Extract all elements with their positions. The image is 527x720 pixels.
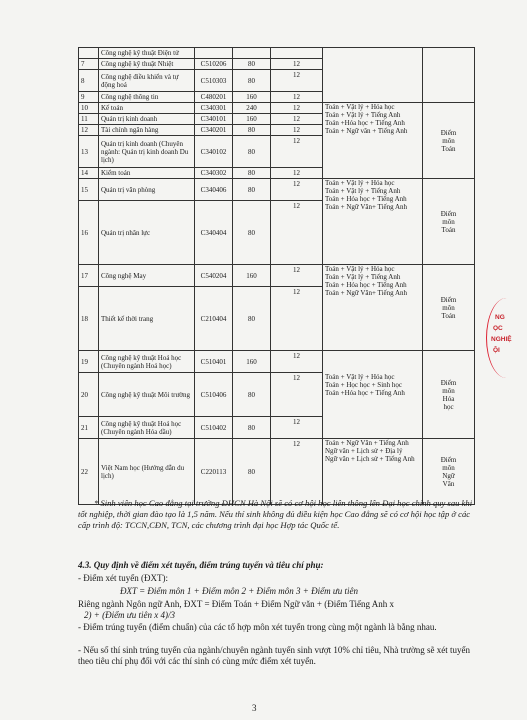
row-quota: 80 [233, 373, 271, 417]
table-row [79, 48, 475, 59]
row-years: 12 [271, 136, 323, 168]
combo-item: Toán +Hóa học + Tiếng Anh [325, 389, 405, 397]
diem-word: môn [442, 136, 455, 145]
row-quota: 160 [233, 114, 271, 125]
combo-item: Toán + Vật lý + Hóa học [325, 103, 395, 111]
diem-word: Điểm [440, 209, 457, 218]
row-code: C510401 [195, 351, 233, 373]
row-code: C340406 [195, 179, 233, 201]
row-name: Tài chính ngân hàng [99, 125, 195, 136]
admissions-table [78, 47, 475, 505]
row-quota: 80 [233, 168, 271, 179]
diem-word: môn [442, 463, 455, 472]
combo-item: Toán +Hóa học + Tiếng Anh [325, 119, 405, 127]
combo-item: Toán + Hóa học + Tiếng Anh [325, 195, 407, 203]
row-quota: 160 [233, 265, 271, 287]
stamp-text: ỘI [493, 347, 500, 354]
red-seal-stamp [486, 298, 527, 378]
row-code: C340301 [195, 103, 233, 114]
diem-word: Ngữ [442, 471, 455, 480]
row-years: 12 [271, 179, 323, 201]
paragraph-tiebreak: - Nếu số thí sinh trúng tuyển của ngành/chuyên ngành tuyển sinh vượt 10% chỉ tiêu, Nhà trường sẽ xét tuyển theo tiêu chí phụ đối với các thí sinh có cùng mức điểm xét tuyển. [78, 645, 470, 666]
row-years: 12 [271, 168, 323, 179]
diem-toan-a [423, 103, 475, 179]
row-no [79, 48, 99, 59]
row-quota: 80 [233, 179, 271, 201]
row-years: 12 [271, 373, 323, 417]
row-name: Công nghệ May [99, 265, 195, 287]
combo-item: Ngữ văn + Lịch sử + Địa lý [325, 447, 403, 455]
diem-van [423, 439, 475, 505]
row-years: 12 [271, 265, 323, 287]
row-code: C510206 [195, 59, 233, 70]
row-name: Thiết kế thời trang [99, 287, 195, 351]
formula-general: ĐXT = Điểm môn 1 + Điểm môn 2 + Điểm môn 3 + Điểm ưu tiên [120, 586, 359, 596]
combo-item: Toán + Vật lý + Hóa học [325, 265, 395, 273]
diem-word: Toán [441, 144, 456, 153]
table-row [79, 439, 475, 505]
row-no: 16 [79, 201, 99, 265]
row-code: C480201 [195, 92, 233, 103]
stamp-text: NGHIỆ [491, 336, 512, 343]
row-no: 15 [79, 179, 99, 201]
row-no: 19 [79, 351, 99, 373]
row-quota [233, 48, 271, 59]
diem-word: Điểm [440, 295, 457, 304]
combo-item: Toán + Ngữ Văn+ Tiếng Anh [325, 203, 408, 211]
row-name: Công nghệ thông tin [99, 92, 195, 103]
combo-item: Toán + Học học + Sinh học [325, 381, 403, 389]
table-row [79, 179, 475, 201]
stamp-text: ỌC [493, 325, 503, 332]
combo-item: Toán + Ngữ văn + Tiếng Anh [325, 127, 408, 135]
row-quota: 80 [233, 439, 271, 505]
table-row [79, 103, 475, 114]
row-quota: 80 [233, 136, 271, 168]
row-quota: 160 [233, 92, 271, 103]
row-name: Quản trị kinh doanh [99, 114, 195, 125]
diem-word: Hóa [442, 394, 455, 403]
combos-office [323, 179, 423, 265]
row-quota: 240 [233, 103, 271, 114]
row-quota: 80 [233, 417, 271, 439]
diem-word: Điểm [440, 128, 457, 137]
footnote: * Sinh viên học Cao đẳng tại trường ĐHCN Hà Nội sẽ có cơ hội học liên thông lên Đại học chính quy sau khi tốt nghiệp, thời gian đào tạo là 1,5 năm. Nếu thí sinh không đủ điều kiện học Cao đẳng sẽ có cơ hội học tập ở các cấp trình độ: TCCN,CĐN, TCN, các chương trình đại học Hợp tác Quốc tế. [78, 498, 473, 530]
row-name: Việt Nam học (Hướng dẫn du lịch) [99, 439, 195, 505]
row-name: Công nghệ kỹ thuật Điện tử [99, 48, 195, 59]
row-name: Kế toán [99, 103, 195, 114]
combo-item: Toán + Hóa học + Tiếng Anh [325, 281, 407, 289]
row-no: 22 [79, 439, 99, 505]
section-heading: 4.3. Quy định về điểm xét tuyển, điểm trúng tuyển và tiêu chí phụ: [78, 560, 324, 570]
row-name: Công nghệ kỹ thuật Nhiệt [99, 59, 195, 70]
combo-item: Toán + Ngữ Văn+ Tiếng Anh [325, 289, 408, 297]
combos-fashion [323, 265, 423, 351]
row-no: 20 [79, 373, 99, 417]
table-row [79, 265, 475, 287]
row-quota: 80 [233, 59, 271, 70]
row-name: Quản trị nhân lực [99, 201, 195, 265]
row-name: Công nghệ kỹ thuật Môi trường [99, 373, 195, 417]
row-code: C340404 [195, 201, 233, 265]
row-name: Công nghệ kỹ thuật Hoá học (Chuyên ngành Hoá học) [99, 351, 195, 373]
row-quota: 80 [233, 125, 271, 136]
combo-item: Toán + Ngữ Văn + Tiếng Anh [325, 439, 409, 447]
row-name: Công nghệ kỹ thuật Hoá học (Chuyên ngành Hóa dầu) [99, 417, 195, 439]
row-name: Kiểm toán [99, 168, 195, 179]
diem-hoa [423, 351, 475, 439]
row-no: 9 [79, 92, 99, 103]
diem-word: Văn [442, 479, 455, 488]
row-years: 12 [271, 103, 323, 114]
row-years: 12 [271, 70, 323, 92]
row-name: Công nghệ điều khiển và tự động hoá [99, 70, 195, 92]
combos-chem [323, 351, 423, 439]
combos-econ [323, 103, 423, 179]
paragraph-benchmark: - Điểm trúng tuyển (điểm chuẩn) của các tổ hợp môn xét tuyển trong cùng một ngành là bằng nhau. [78, 622, 437, 632]
combo-item: Toán + Vật lý + Hóa học [325, 179, 395, 187]
row-years: 12 [271, 439, 323, 505]
row-code: C510303 [195, 70, 233, 92]
diem-word: môn [442, 386, 455, 395]
row-no: 17 [79, 265, 99, 287]
row-years: 12 [271, 201, 323, 265]
diem-word: học [443, 402, 454, 411]
page-number: 3 [252, 703, 257, 713]
row-no: 8 [79, 70, 99, 92]
diem-word: Điểm [440, 378, 457, 387]
combo-item: Toán + Vật lý + Hóa học [325, 373, 395, 381]
row-quota: 80 [233, 287, 271, 351]
row-no: 18 [79, 287, 99, 351]
diem-toan-b [423, 179, 475, 265]
combo-item: Ngữ văn + Lịch sử + Tiếng Anh [325, 455, 415, 463]
row-code [195, 48, 233, 59]
combo-item: Toán + Vật lý + Tiếng Anh [325, 273, 401, 281]
table-row [79, 351, 475, 373]
combos-empty [323, 48, 423, 103]
stamp-text: NG [495, 314, 505, 321]
row-years: 12 [271, 59, 323, 70]
row-years: 12 [271, 114, 323, 125]
row-no: 10 [79, 103, 99, 114]
combos-viet [323, 439, 423, 505]
row-code: C540204 [195, 265, 233, 287]
diem-word: Toán [441, 225, 456, 234]
combo-item: Toán + Vật lý + Tiếng Anh [325, 111, 401, 119]
row-years: 12 [271, 287, 323, 351]
row-name: Quản trị kinh doanh (Chuyên ngành: Quản trị kinh doanh Du lịch) [99, 136, 195, 168]
row-years: 12 [271, 417, 323, 439]
row-code: C210404 [195, 287, 233, 351]
diem-word: Toán [441, 311, 456, 320]
formula-english-line2: 2) + (Điểm ưu tiên x 4)/3 [84, 610, 175, 620]
row-code: C340201 [195, 125, 233, 136]
row-code: C220113 [195, 439, 233, 505]
row-no: 12 [79, 125, 99, 136]
row-no: 7 [79, 59, 99, 70]
row-quota: 80 [233, 70, 271, 92]
combo-item: Toán + Vật lý + Tiếng Anh [325, 187, 401, 195]
row-name: Quản trị văn phòng [99, 179, 195, 201]
formula-english-line1: Riêng ngành Ngôn ngữ Anh, ĐXT = Điểm Toán + Điểm Ngữ văn + (Điểm Tiếng Anh x [78, 599, 395, 609]
bullet-dxt: - Điểm xét tuyển (ĐXT): [78, 573, 168, 583]
row-years: 12 [271, 92, 323, 103]
row-no: 14 [79, 168, 99, 179]
row-code: C510406 [195, 373, 233, 417]
row-years: 12 [271, 351, 323, 373]
row-no: 11 [79, 114, 99, 125]
row-no: 13 [79, 136, 99, 168]
diem-toan-c [423, 265, 475, 351]
diem-word: môn [442, 303, 455, 312]
row-no: 21 [79, 417, 99, 439]
row-quota: 80 [233, 201, 271, 265]
row-quota: 160 [233, 351, 271, 373]
diem-word: Điểm [440, 455, 457, 464]
row-code: C510402 [195, 417, 233, 439]
row-years: 12 [271, 125, 323, 136]
diem-word: môn [442, 217, 455, 226]
row-code: C340302 [195, 168, 233, 179]
row-years [271, 48, 323, 59]
row-code: C340101 [195, 114, 233, 125]
diem-empty [423, 48, 475, 103]
row-code: C340102 [195, 136, 233, 168]
